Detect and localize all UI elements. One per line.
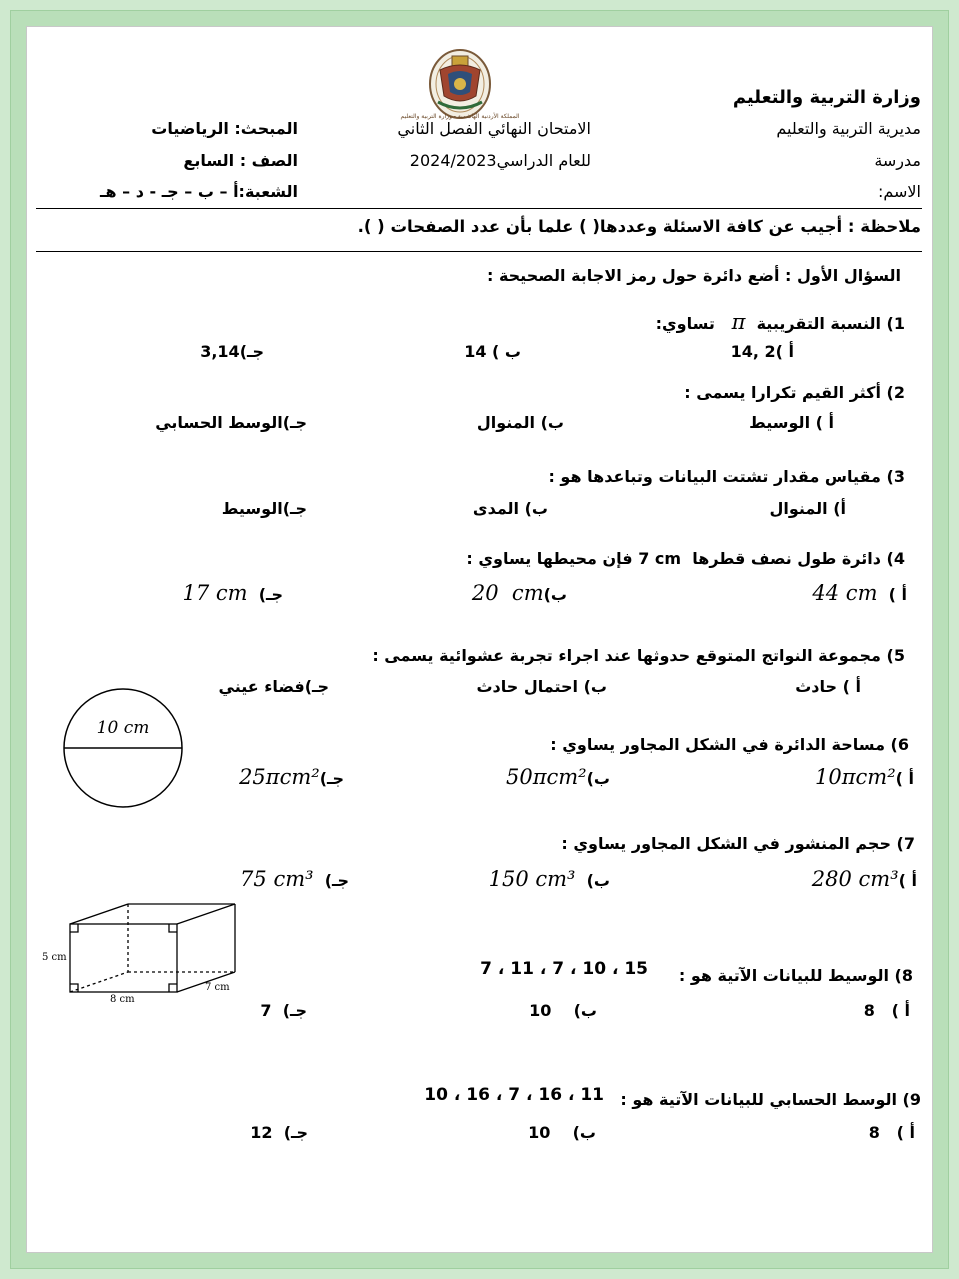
emblem-text: المملكة الأردنية الهاشمية - وزارة التربية والتعليم bbox=[400, 113, 520, 120]
option-5a[interactable] bbox=[795, 677, 861, 696]
option-label: ب) bbox=[540, 413, 564, 432]
option-text: 20 cm bbox=[471, 581, 544, 605]
exam-note: ملاحظة : أجيب عن كافة الاسئلة وعددها( ) علما بأن عدد الصفحات ( ). bbox=[357, 217, 921, 236]
option-text: 14 bbox=[464, 342, 487, 361]
option-text: 7 bbox=[260, 1001, 272, 1020]
question-5 bbox=[372, 646, 905, 665]
option-label: أ ) bbox=[891, 1001, 910, 1020]
question-9 bbox=[620, 1090, 921, 1109]
school-label: مدرسة bbox=[874, 151, 921, 170]
option-label: جـ) bbox=[282, 1001, 307, 1020]
q-radius-value: 7 cm bbox=[638, 549, 682, 568]
option-2b[interactable] bbox=[477, 413, 564, 432]
prism-height-label: 5 cm bbox=[42, 952, 67, 963]
option-3a[interactable] bbox=[769, 499, 846, 518]
jordan-emblem-icon bbox=[400, 46, 520, 122]
grade-label: الصف : السابع bbox=[183, 151, 298, 170]
option-text: 8 bbox=[863, 1001, 875, 1020]
q-stem: الوسط الحسابي للبيانات الآتية هو : bbox=[620, 1090, 897, 1109]
option-text: 44 cm bbox=[812, 581, 878, 605]
option-7c[interactable] bbox=[240, 867, 349, 891]
q-number: 8) bbox=[894, 966, 913, 985]
q-stem: الوسيط للبيانات الآتية هو : bbox=[678, 966, 889, 985]
option-label: أ ) bbox=[896, 1123, 915, 1142]
option-7a[interactable] bbox=[812, 867, 917, 891]
option-label: جـ) bbox=[283, 1123, 308, 1142]
option-text: 12 bbox=[250, 1123, 273, 1142]
pi-symbol: π bbox=[731, 310, 746, 334]
option-label: جـ) bbox=[239, 342, 264, 361]
q9-data-values: 11 ، 16 ، 7 ، 16 ، 10 bbox=[424, 1085, 604, 1105]
option-text: 75 cm³ bbox=[240, 867, 314, 891]
option-6a[interactable] bbox=[815, 765, 914, 789]
option-text: 14, 2 bbox=[730, 342, 776, 361]
option-label: ب) bbox=[573, 1001, 597, 1020]
option-label: جـ) bbox=[304, 677, 329, 696]
option-8c[interactable] bbox=[260, 1001, 307, 1020]
option-text: المنوال bbox=[769, 499, 828, 518]
student-name-label: الاسم: bbox=[877, 182, 921, 201]
option-label: أ ) bbox=[815, 413, 834, 432]
exam-title: الامتحان النهائي الفصل الثاني bbox=[397, 119, 591, 138]
option-label: جـ) bbox=[258, 585, 283, 604]
q-stem: دائرة طول نصف قطرها bbox=[692, 549, 881, 568]
circle-figure bbox=[61, 686, 185, 810]
option-label: ب) bbox=[586, 871, 610, 890]
option-1a[interactable] bbox=[731, 342, 794, 361]
option-label: ب) bbox=[524, 499, 548, 518]
option-text: 150 cm³ bbox=[488, 867, 576, 891]
option-text: المنوال bbox=[476, 413, 536, 432]
option-5b[interactable] bbox=[476, 677, 607, 696]
option-text: المدى bbox=[472, 499, 520, 518]
q-stem: مقياس مقدار تشتت البيانات وتباعدها هو : bbox=[548, 467, 881, 486]
option-9a[interactable] bbox=[869, 1123, 915, 1142]
section-label: الشعبة:أ – ب – جـ - د – هـ bbox=[100, 182, 298, 201]
option-label: جـ) bbox=[282, 499, 307, 518]
option-label: جـ) bbox=[324, 871, 349, 890]
prism-front-face bbox=[70, 924, 177, 992]
option-label: ب) bbox=[583, 677, 607, 696]
option-label: ب) bbox=[586, 769, 610, 788]
option-text: 10 bbox=[529, 1001, 552, 1020]
option-text: 10πcm² bbox=[815, 765, 896, 789]
option-label: ب) bbox=[543, 585, 567, 604]
q-stem: أكثر القيم تكرارا يسمى : bbox=[684, 383, 881, 402]
q-number: 4) bbox=[886, 549, 905, 568]
option-9b[interactable] bbox=[528, 1123, 596, 1142]
option-text: 8 bbox=[868, 1123, 880, 1142]
option-8a[interactable] bbox=[864, 1001, 910, 1020]
q8-data-values: 15 ، 10 ، 7 ، 11 ، 7 bbox=[480, 959, 648, 979]
ministry-title: وزارة التربية والتعليم bbox=[732, 87, 921, 108]
q-stem: حجم المنشور في الشكل المجاور يساوي : bbox=[561, 834, 891, 853]
option-text: 50πcm² bbox=[505, 765, 587, 789]
option-9c[interactable] bbox=[250, 1123, 308, 1142]
section-title: السؤال الأول : أضع دائرة حول رمز الاجابة الصحيحة : bbox=[486, 266, 901, 285]
q-stem-after: فإن محيطها يساوي : bbox=[466, 549, 633, 568]
q-stem: مجموعة النواتج المتوقع حدوثها عند اجراء تجربة عشوائية يسمى : bbox=[372, 646, 881, 665]
question-3 bbox=[548, 467, 905, 486]
directorate-label: مديرية التربية والتعليم bbox=[776, 119, 921, 138]
option-6b[interactable] bbox=[506, 765, 610, 789]
question-7 bbox=[561, 834, 915, 853]
question-8 bbox=[679, 966, 913, 985]
q-stem: مساحة الدائرة في الشكل المجاور يساوي : bbox=[550, 735, 885, 754]
q-number: 2) bbox=[886, 383, 905, 402]
option-text: 280 cm³ bbox=[811, 867, 899, 891]
question-4 bbox=[466, 549, 905, 568]
q-number: 5) bbox=[886, 646, 905, 665]
option-text: حادث bbox=[795, 677, 838, 696]
option-text: الوسيط bbox=[221, 499, 283, 518]
q-number: 6) bbox=[890, 735, 909, 754]
q-number: 9) bbox=[902, 1090, 921, 1109]
option-7b[interactable] bbox=[489, 867, 610, 891]
prism-figure bbox=[40, 898, 240, 1008]
option-label: جـ) bbox=[282, 413, 307, 432]
option-label: ب ) bbox=[492, 342, 521, 361]
year-value: 2024/2023 bbox=[409, 151, 497, 170]
option-label: أ ) bbox=[842, 677, 861, 696]
q-number: 7) bbox=[896, 834, 915, 853]
option-text: 17 cm bbox=[182, 581, 248, 605]
subject-label: المبحث: الرياضيات bbox=[151, 119, 298, 138]
option-4c[interactable] bbox=[182, 581, 283, 605]
option-3c[interactable] bbox=[222, 499, 307, 518]
academic-year bbox=[410, 151, 591, 170]
option-1c[interactable] bbox=[200, 342, 264, 361]
option-text: 3,14 bbox=[200, 342, 240, 361]
question-1 bbox=[656, 310, 905, 334]
option-4b[interactable] bbox=[472, 581, 567, 605]
q-stem: النسبة التقريبية bbox=[756, 314, 881, 333]
q-stem-after: تساوي: bbox=[655, 314, 715, 333]
question-6 bbox=[550, 735, 909, 754]
option-2a[interactable] bbox=[749, 413, 834, 432]
option-1b[interactable] bbox=[464, 342, 521, 361]
option-label: أ ) bbox=[888, 585, 907, 604]
q-number: 1) bbox=[886, 314, 905, 333]
option-3b[interactable] bbox=[473, 499, 548, 518]
option-2c[interactable] bbox=[155, 413, 307, 432]
circle-diameter-label: 10 cm bbox=[96, 718, 150, 738]
option-8b[interactable] bbox=[529, 1001, 597, 1020]
option-4a[interactable] bbox=[812, 581, 907, 605]
prism-depth-label: 7 cm bbox=[205, 982, 230, 993]
question-2 bbox=[684, 383, 905, 402]
option-label: ب) bbox=[572, 1123, 596, 1142]
option-label: جـ) bbox=[319, 769, 344, 788]
year-prefix: للعام الدراسي bbox=[496, 151, 591, 170]
option-text: الوسيط bbox=[749, 413, 811, 432]
header-divider bbox=[36, 208, 922, 209]
option-label: أ ) bbox=[898, 871, 917, 890]
prism-length-label: 8 cm bbox=[110, 994, 135, 1005]
option-label: أ) bbox=[833, 499, 846, 518]
option-label: أ ) bbox=[895, 769, 914, 788]
option-5c[interactable] bbox=[219, 677, 330, 696]
option-text: 25πcm² bbox=[239, 765, 320, 789]
option-label: أ ) bbox=[775, 342, 794, 361]
q-number: 3) bbox=[886, 467, 905, 486]
exam-page bbox=[26, 26, 933, 1253]
option-text: 10 bbox=[528, 1123, 551, 1142]
option-6c[interactable] bbox=[239, 765, 344, 789]
option-text: فضاء عيني bbox=[218, 677, 305, 696]
note-divider bbox=[36, 251, 922, 252]
option-text: الوسط الحسابي bbox=[155, 413, 283, 432]
option-text: احتمال حادث bbox=[476, 677, 579, 696]
